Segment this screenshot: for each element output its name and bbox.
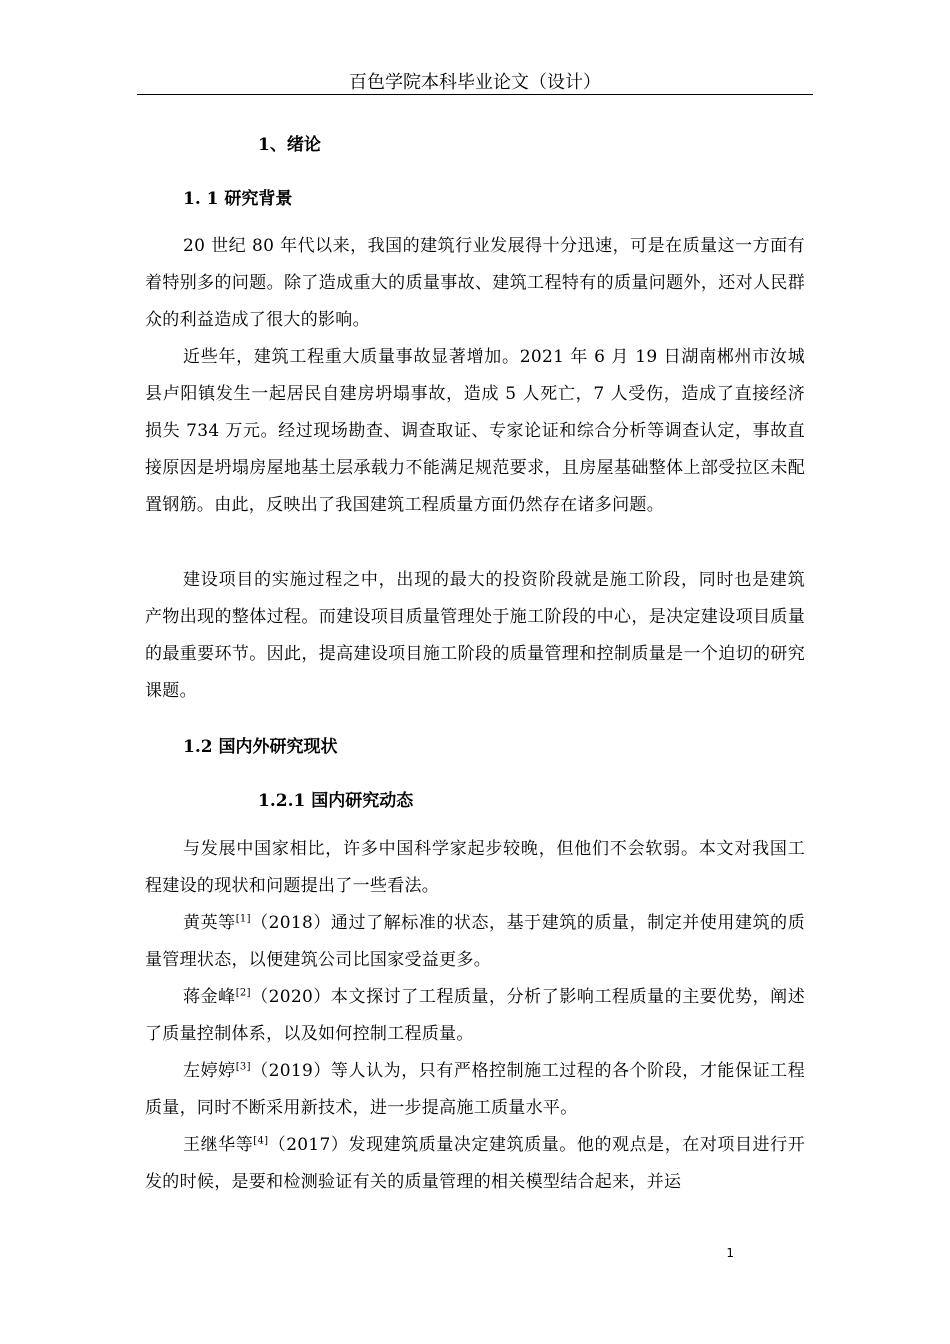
section-heading-research-status: 1.2 国内外研究现状 (183, 737, 338, 757)
citation-text: （2017）发现建筑质量决定建筑质量。他的观点是，在对项目进行开发的时候，是要和检测验证有关的质量管理的相关模型结合起来，并运 (145, 1135, 805, 1192)
citation-author: 黄英等 (183, 913, 236, 933)
paragraph-5 (145, 905, 805, 979)
paragraph-3: 建设项目的实施过程之中，出现的最大的投资阶段就是施工阶段，同时也是建筑产物出现的整体过程。而建设项目质量管理处于施工阶段的中心，是决定建设项目质量的最重要环节。因此，提高建设项目施工阶段的质量管理和控制质量是一个迫切的研究课题。 (145, 570, 805, 701)
paragraph-8 (145, 1127, 805, 1201)
paragraph-2: 近些年，建筑工程重大质量事故显著增加。2021 年 6 月 19 日湖南郴州市汝城县卢阳镇发生一起居民自建房坍塌事故，造成 5 人死亡，7 人受伤，造成了直接经济损失 734 万元。经过现场勘查、调查取证、专家论证和综合分析等调查认定，事故直接原因是坍塌房屋地基土层承载力不能满足规范要求，且房屋基础整体上部受拉区未配置钢筋。由此，反映出了我国建筑工程质量方面仍然存在诸多问题。 (145, 347, 805, 515)
paragraph-1: 20 世纪 80 年代以来，我国的建筑行业发展得十分迅速，可是在质量这一方面有着特别多的问题。除了造成重大的质量事故、建筑工程特有的质量问题外，还对人民群众的利益造成了很大的影响。 (145, 236, 805, 330)
citation-text: （2020）本文探讨了工程质量，分析了影响工程质量的主要优势，阐述了质量控制体系，以及如何控制工程质量。 (145, 987, 805, 1044)
citation-ref: [1] (235, 913, 251, 925)
subsection-heading-domestic: 1.2.1 国内研究动态 (258, 791, 414, 811)
citation-ref: [4] (253, 1135, 269, 1147)
citation-author: 蒋金峰 (183, 987, 236, 1007)
citation-author: 王继华等 (183, 1135, 254, 1155)
paragraph-7 (145, 1053, 805, 1127)
paragraph-6 (145, 979, 805, 1053)
citation-ref: [2] (235, 987, 251, 999)
citation-ref: [3] (235, 1061, 251, 1073)
chapter-title: 1、绪论 (258, 135, 321, 155)
citation-author: 左婷婷 (183, 1061, 236, 1081)
citation-text: （2019）等人认为，只有严格控制施工过程的各个阶段，才能保证工程质量，同时不断采用新技术，进一步提高施工质量水平。 (145, 1061, 805, 1118)
paragraph-4: 与发展中国家相比，许多中国科学家起步较晚，但他们不会软弱。本文对我国工程建设的现状和问题提出了一些看法。 (145, 839, 805, 896)
citation-text: （2018）通过了解标准的状态，基于建筑的质量，制定并使用建筑的质量管理状态，以便建筑公司比国家受益更多。 (145, 913, 805, 970)
header-divider (137, 94, 813, 95)
section-heading-background: 1. 1 研究背景 (183, 189, 293, 209)
page-header-title: 百色学院本科毕业论文（设计） (349, 72, 601, 93)
page-number: 1 (726, 1246, 734, 1260)
